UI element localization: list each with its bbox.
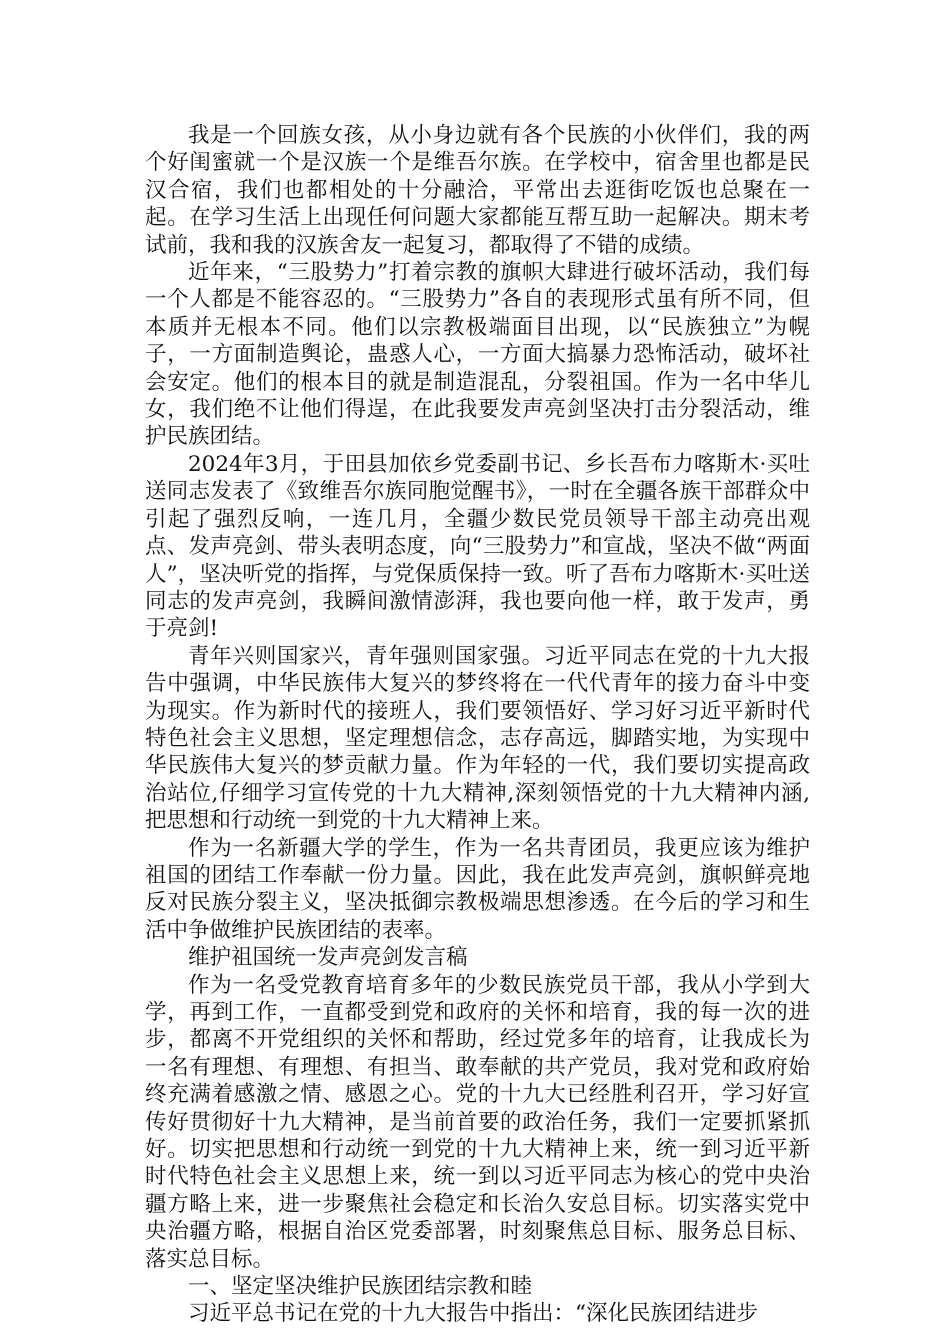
paragraph-1: 我是一个回族女孩，从小身边就有各个民族的小伙伴们，我的两个好闺蜜就一个是汉族一个是维吾尔族。在学校中，宿舍里也都是民汉合宿，我们也都相处的十分融洽，平常出去逛街吃饭也总聚在一起。在学习生活上出现任何问题大家都能互帮互助一起解决。期末考试前，我和我的汉族舍友一起复习，都取得了不错的成绩。 xyxy=(145,123,810,258)
section-heading: 一、坚定坚决维护民族团结宗教和睦 xyxy=(188,1274,533,1300)
speech-title: 维护祖国统一发声亮剑发言稿 xyxy=(188,945,468,971)
paragraph-3: 2024年3月，于田县加依乡党委副书记、乡长吾布力喀斯木·买吐送同志发表了《致维吾尔族同胞觉醒书》，一时在全疆各族干部群众中引起了强烈反响，一连几月，全疆少数民党员领导干部主动亮出观点、发声亮剑、带头表明态度，向“三股势力”和宣战，坚决不做“两面人”，坚决听党的指挥，与党保质保持一致。听了吾布力喀斯木·买吐送同志的发声亮剑，我瞬间激情澎湃，我也要向他一样，敢于发声，勇于亮剑! xyxy=(145,451,810,642)
paragraph-4: 青年兴则国家兴，青年强则国家强。习近平同志在党的十九大报告中强调，中华民族伟大复兴的梦终将在一代代青年的接力奋斗中变为现实。作为新时代的接班人，我们要领悟好、学习好习近平新时代特色社会主义思想，坚定理想信念，志存高远，脚踏实地，为实现中华民族伟大复兴的梦贡献力量。作为年轻的一代，我们要切实提高政治站位,仔细学习宣传党的十九大精神,深刻领悟党的十九大精神内涵,把思想和行动统一到党的十九大精神上来。 xyxy=(145,643,810,834)
paragraph-5: 作为一名新疆大学的学生，作为一名共青团员，我更应该为维护祖国的团结工作奉献一份力量。因此，我在此发声亮剑，旗帜鲜亮地反对民族分裂主义，坚决抵御宗教极端思想渗透。在今后的学习和生活中争做维护民族团结的表率。 xyxy=(145,835,810,943)
paragraph-6: 作为一名受党教育培育多年的少数民族党员干部，我从小学到大学，再到工作，一直都受到党和政府的关怀和培育，我的每一次的进步，都离不开党组织的关怀和帮助，经过党多年的培育，让我成长为一名有理想、有理想、有担当、敢奉献的共产党员，我对党和政府始终充满着感激之情、感恩之心。党的十九大已经胜利召开，学习好宣传好贯彻好十九大精神，是当前首要的政治任务，我们一定要抓紧抓好。切实把思想和行动统一到党的十九大精神上来，统一到习近平新时代特色社会主义思想上来，统一到以习近平同志为核心的党中央治疆方略上来，进一步聚焦社会稳定和长治久安总目标。切实落实党中央治疆方略，根据自治区党委部署，时刻聚焦总目标、服务总目标、落实总目标。 xyxy=(145,972,810,1272)
paragraph-7: 习近平总书记在党的十九大报告中指出：“深化民族团结进步 xyxy=(188,1301,758,1327)
document-body xyxy=(145,122,810,1328)
paragraph-2: 近年来，“三股势力”打着宗教的旗帜大肆进行破坏活动，我们每一个人都是不能容忍的。“三股势力”各自的表现形式虽有所不同，但本质并无根本不同。他们以宗教极端面目出现，以“民族独立”为幌子，一方面制造舆论，蛊惑人心，一方面大搞暴力恐怖活动，破坏社会安定。他们的根本目的就是制造混乱，分裂祖国。作为一名中华儿女，我们绝不让他们得逞，在此我要发声亮剑坚决打击分裂活动，维护民族团结。 xyxy=(145,260,810,450)
